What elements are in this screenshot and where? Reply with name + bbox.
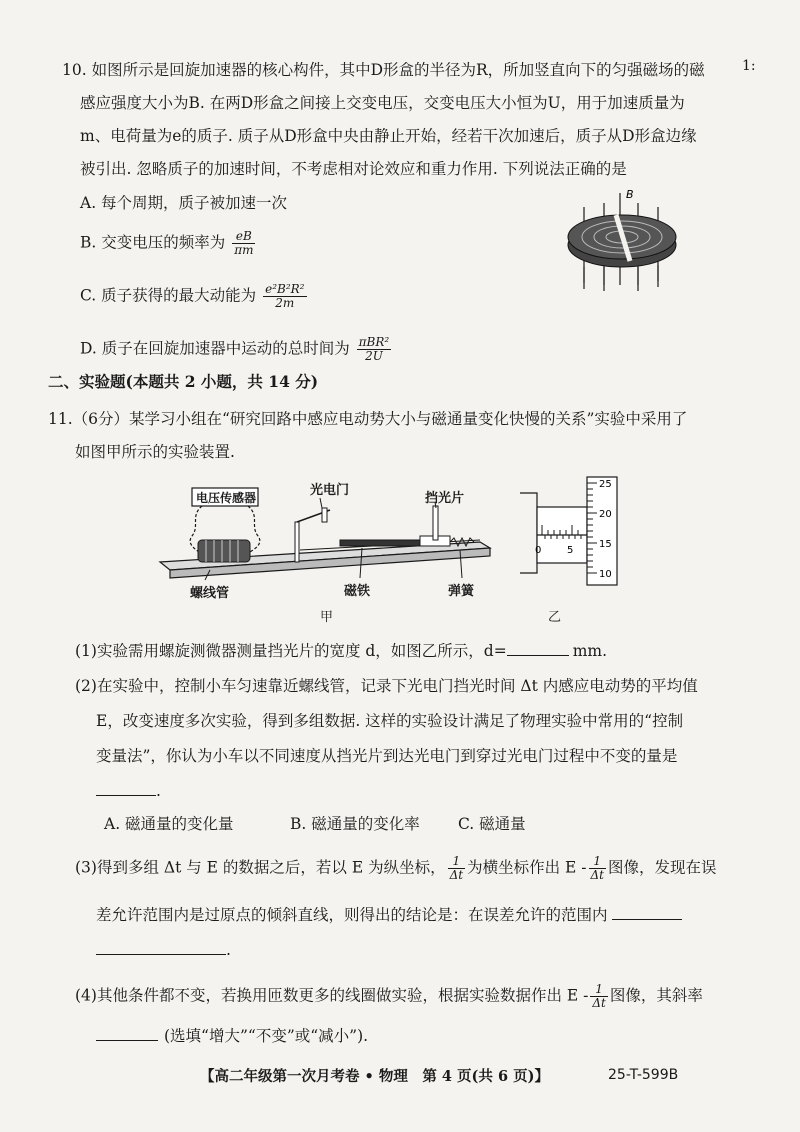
q11-part1-answer-blank[interactable] <box>507 655 569 656</box>
q11-part2-line1: (2)在实验中，控制小车匀速靠近螺线管，记录下光电门挡光时间 Δt 内感应电动势的平均值 <box>75 677 698 695</box>
label-shutter: 挡光片 <box>425 491 465 506</box>
label-voltage-sensor: 电压传感器 <box>196 491 257 505</box>
q11-part1 <box>75 641 607 661</box>
cyclotron-figure <box>560 185 690 295</box>
q10-option-a: A. 每个周期，质子被加速一次 <box>80 194 288 212</box>
field-label-b: B <box>626 188 634 201</box>
footer-code: 25-T-599B <box>608 1067 679 1083</box>
photogate-head <box>322 508 327 522</box>
photogate-post <box>295 522 299 562</box>
q10-option-d <box>80 336 393 363</box>
q11-part3-answer-blank-2[interactable] <box>96 954 226 955</box>
thimble-tick-20: 20 <box>599 509 612 520</box>
sleeve-tick-0: 0 <box>535 545 542 556</box>
q11-part2-answer-blank[interactable] <box>96 795 156 796</box>
q11-part3-line1: (3)得到多组 Δt 与 E 的数据之后，若以 E 为纵坐标， $\frac{1}{\Delta t}$ 为横坐标作出 E - $\frac{1}{\Delta t}$ 图像，发现在误 <box>75 854 717 882</box>
q10-stem-line3: m、电荷量为e的质子. 质子从D形盒中央由静止开始，经若干次加速后，质子从D形盒边缘 <box>80 127 697 145</box>
section2-title: 二、实验题(本题共 2 小题，共 14 分) <box>48 372 319 391</box>
label-photogate: 光电门 <box>310 483 350 498</box>
label-spring: 弹簧 <box>448 584 475 599</box>
q11-part3-line2: 差允许范围内是过原点的倾斜直线，则得出的结论是：在误差允许的范围内 <box>96 905 682 925</box>
thimble-tick-25: 25 <box>599 479 612 490</box>
q10-option-d-text: D. 质子在回旋加速器中运动的总时间为 <box>80 339 350 358</box>
q11-part3-fraction: $\frac{1}{\Delta t}$ <box>449 854 464 882</box>
q11-part2-line2: E，改变速度多次实验，得到多组数据. 这样的实验设计满足了物理实验中常用的“控制 <box>96 712 684 730</box>
q11-part4-answer-blank[interactable] <box>96 1040 158 1041</box>
label-magnet: 磁铁 <box>344 584 371 599</box>
q11-part2-option-a: A. 磁通量的变化量 <box>104 815 234 833</box>
q10-stem-line1: 10. 如图所示是回旋加速器的核心构件，其中D形盒的半径为R，所加竖直向下的匀强磁场的磁 <box>62 61 705 79</box>
q10-stem-line2: 感应强度大小为B. 在两D形盒之间接上交变电压，交变电压大小恒为U，用于加速质量为 <box>80 94 685 112</box>
q10-stem-line4: 被引出. 忽略质子的加速时间，不考虑相对论效应和重力作用. 下列说法正确的是 <box>80 160 627 178</box>
q11-part2-answer: . <box>96 781 161 801</box>
caption-jia: 甲 <box>320 610 334 625</box>
thimble-tick-15: 15 <box>599 539 612 550</box>
q10-option-c <box>80 283 309 310</box>
q11-part1-text: (1)实验需用螺旋测微器测量挡光片的宽度 d，如图乙所示，d= <box>75 642 507 660</box>
q11-part2-option-c: C. 磁通量 <box>458 815 526 833</box>
shutter <box>433 506 438 540</box>
q10-option-c-text: C. 质子获得的最大动能为 <box>80 286 257 305</box>
q11-part4-line2: (选填“增大”“不变”或“减小”). <box>96 1026 368 1046</box>
thimble-tick-10: 10 <box>599 569 612 580</box>
q11-part4-line1: (4)其他条件都不变，若换用匝数更多的线圈做实验，根据实验数据作出 E - $\frac{1}{\Delta t}$ 图像，其斜率 <box>75 982 703 1010</box>
q11-part2-option-b: B. 磁通量的变化率 <box>290 815 420 833</box>
sleeve-tick-5: 5 <box>567 545 574 556</box>
q10-option-b-fraction: $\frac{eB}{\pi m}$ <box>234 229 254 257</box>
q10-option-b <box>80 230 257 257</box>
figure-yi-micrometer <box>515 475 625 590</box>
footer-exam-info: 【高二年级第一次月考卷 • 物理 第 4 页(共 6 页)】 <box>200 1068 549 1085</box>
q11-part3-line3: . <box>96 940 231 960</box>
q10-option-d-fraction: $\frac{\text{πBR²}}{2U}$ <box>358 335 390 363</box>
q10-option-c-fraction: $\frac{\text{e²B²R²}}{2m}$ <box>265 282 305 310</box>
q11-part1-unit: mm. <box>572 642 608 660</box>
caption-yi: 乙 <box>548 610 562 625</box>
corner-mark: 1: <box>742 58 756 74</box>
q11-part3-answer-blank-1[interactable] <box>612 919 682 920</box>
q11-part3-fraction-2: $\frac{1}{\Delta t}$ <box>590 854 604 882</box>
q11-stem-line1: 11.（6分）某学习小组在“研究回路中感应电动势大小与磁通量变化快慢的关系”实验中采用了 <box>48 410 688 428</box>
q11-part4-fraction: $\frac{1}{\Delta t}$ <box>592 982 606 1010</box>
q10-option-b-text: B. 交变电压的频率为 <box>80 233 226 252</box>
label-solenoid: 螺线管 <box>190 586 230 601</box>
q11-stem-line2: 如图甲所示的实验装置. <box>75 443 235 461</box>
q11-part2-line3: 变量法”，你认为小车以不同速度从挡光片到达光电门到穿过光电门过程中不变的量是 <box>96 747 678 765</box>
